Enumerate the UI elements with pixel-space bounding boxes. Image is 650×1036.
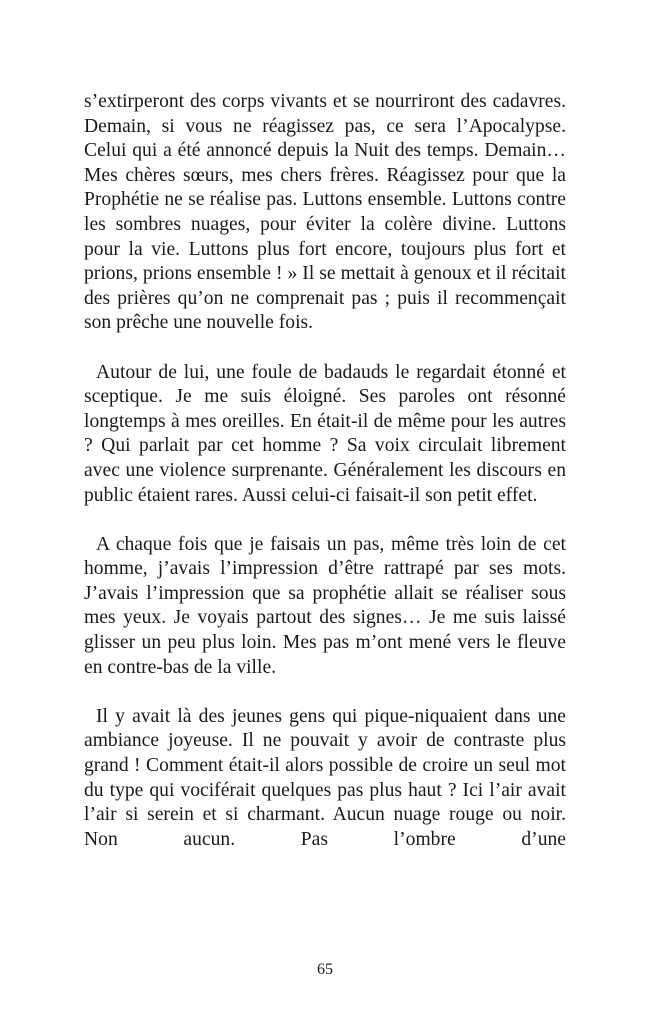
paragraph-2: Autour de lui, une foule de badauds le regardait étonné et sceptique. Je me suis éloigné. Ses paroles ont résonné longtemps à mes oreilles. En était-il de même pour les autres ? Qui parlait par cet homme ? Sa voix circulait librement avec une violence surprenante. Généralement les discours en public étaient rares. Aussi celui-ci faisait-il son petit effet. bbox=[84, 361, 566, 506]
page-number: 65 bbox=[317, 961, 333, 978]
paragraph-1: s’extirperont des corps vivants et se nourriront des cadavres. Demain, si vous ne réagissez pas, ce sera l’Apocalypse. Celui qui a été annoncé depuis la Nuit des temps. Demain… Mes chères sœurs, mes chers frères. Réagissez pour que la Prophétie ne se réalise pas. Luttons ensemble. Luttons contre les sombres nuages, pour éviter la colère divine. Luttons pour la vie. Luttons plus fort encore, toujours plus fort et prions, prions ensemble ! » Il se mettait à genoux et il récitait des prières qu’on ne comprenait pas ; puis il recommençait son prêche une nouvelle fois. bbox=[84, 91, 566, 334]
paragraph-3: A chaque fois que je faisais un pas, même très loin de cet homme, j’avais l’impression d’être rattrapé par ses mots. J’avais l’impression que sa prophétie allait se réaliser sous mes yeux. Je voyais partout des signes… Je me suis laissé glisser un peu plus loin. Mes pas m’ont mené vers le fleuve en contre-bas de la ville. bbox=[84, 533, 566, 678]
page-body bbox=[84, 90, 566, 852]
paragraph-4: Il y avait là des jeunes gens qui pique-niquaient dans une ambiance joyeuse. Il ne pouvait y avoir de contraste plus grand ! Comment était-il alors possible de croire un seul mot du type qui vociférait quelques pas plus haut ? Ici l’air avait l’air si serein et si charmant. Aucun nuage rouge ou noir. Non aucun. Pas l’ombre d’une bbox=[84, 705, 566, 850]
